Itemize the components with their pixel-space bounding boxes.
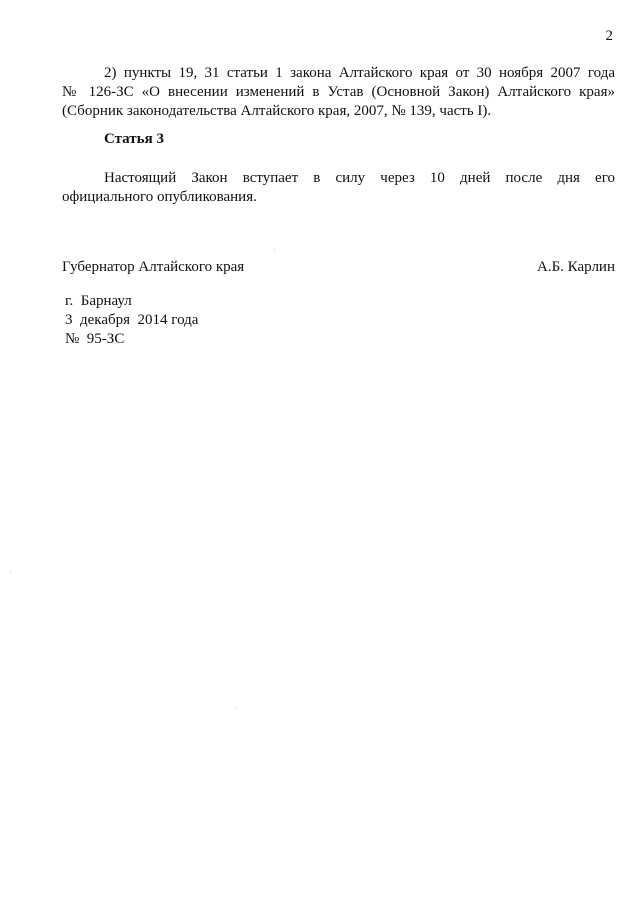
signature-title: Губернатор Алтайского края <box>62 259 245 275</box>
scan-speck <box>274 249 275 250</box>
issue-details <box>65 292 198 349</box>
scan-speck <box>10 572 11 573</box>
amendment-line: 2) пункты 19, 31 статьи 1 закона Алтайского края от 30 ноября 2007 года <box>104 65 615 81</box>
article-line: Настоящий Закон вступает в силу через 10 дней после дня его <box>104 170 615 186</box>
issue-place: г. Барнаул <box>65 293 132 309</box>
article-heading: Статья 3 <box>104 131 164 147</box>
signature-name: А.Б. Карлин <box>536 259 615 275</box>
article-paragraph <box>62 169 615 207</box>
amendment-line: (Сборник законодательства Алтайского края, 2007, № 139, часть I). <box>62 103 492 119</box>
article-line: официального опубликования. <box>62 189 257 205</box>
amendment-line: № 126-ЗС «О внесении изменений в Устав (Основной Закон) Алтайского края» <box>62 84 615 100</box>
scan-speck <box>236 707 237 708</box>
page-number: 2 <box>605 28 613 44</box>
issue-number: № 95-ЗС <box>65 331 125 347</box>
amendment-paragraph <box>62 64 615 121</box>
issue-date: 3 декабря 2014 года <box>65 312 199 328</box>
